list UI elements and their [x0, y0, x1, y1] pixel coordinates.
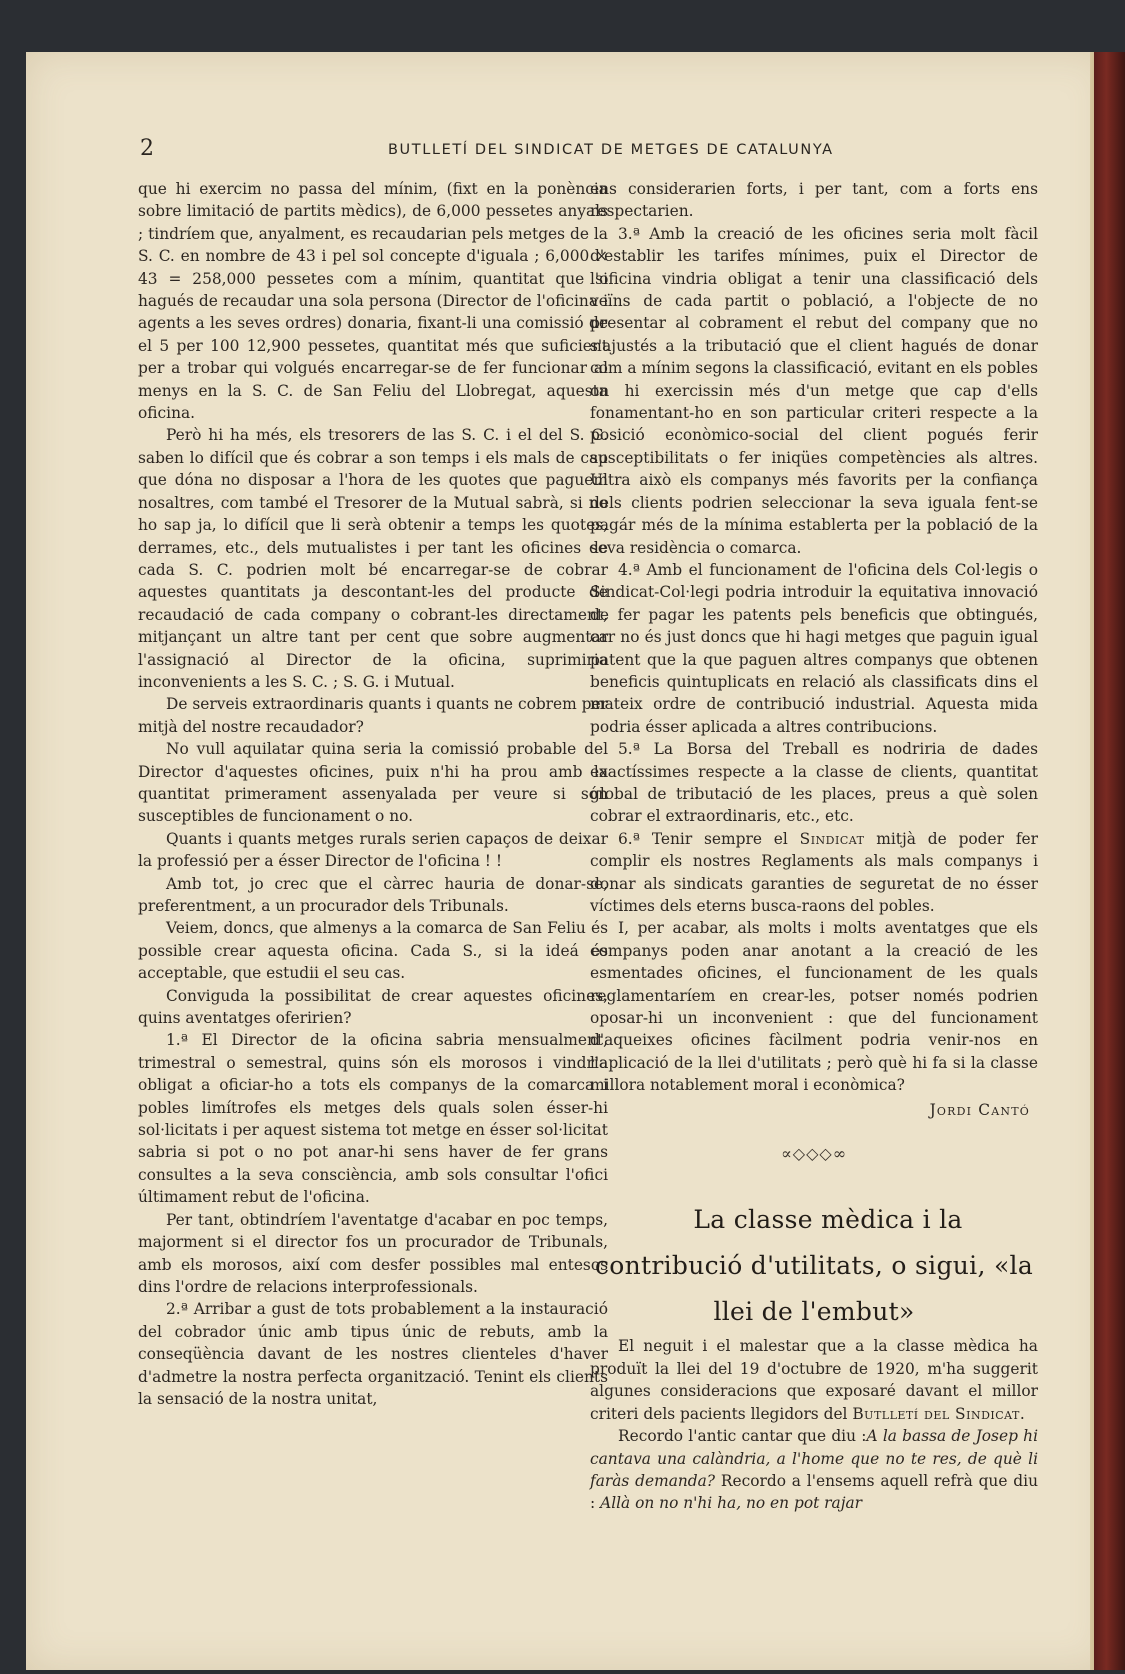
text-run: El neguit i el malestar que a la classe mèdica ha produït la llei del 19 d'octubre de 1920, m'ha suggerit algunes consideracions que exposaré davant el millor criteri dels pacients llegidors del [590, 1337, 1038, 1423]
ornament-divider: ∝◇◇◇∞ [780, 1144, 848, 1164]
journal-page [26, 52, 1108, 1670]
running-head: BUTLLETÍ DEL SINDICAT DE METGES DE CATALUNYA [388, 142, 834, 158]
paragraph: 5.ª La Borsa del Treball es nodriria de dades exactíssimes respecte a la classe de clients, quantitat global de tributació de les places, preus a què solen cobrar el extraordinaris, etc., etc. [590, 740, 1038, 826]
paragraph: 3.ª Amb la creació de les oficines seria molt fàcil d'establir les tarifes mínimes, puix el Director de l'oficina vindria obligat a tenir una classificació dels veïns de cada partit o població, a l'objecte de no presentar al cobrament el rebut del company que no s'ajustés a la tributació que el client hagués de donar com a mínim segons la classificació, evitant en els pobles on hi exercissin més d'un metge que cap d'ells fonamentant-ho en son particular criteri respecte a la posició econòmico-social del client pogués ferir susceptibilitats o fer iniqües competències als altres. Ultra això els companys més favorits per la confiança dels clients podrien seleccionar la seva iguala fent-se pagár més de la mínima establerta per la població de la seva residència o comarca. [590, 224, 1038, 557]
italic-quote: Allà on no n'hi ha, no en pot rajar [600, 1494, 863, 1513]
paragraph: Veiem, doncs, que almenys a la comarca de San Feliu és possible crear aquesta oficina. Cada S., si la ideá és acceptable, que estudii el seu cas. [138, 919, 608, 983]
article-title: La classe mèdica i la contribució d'utilitats, o sigui, «la llei de l'embut» [594, 1205, 1034, 1327]
author-signature: Jordi Cantó [929, 1100, 1030, 1119]
paragraph: Conviguda la possibilitat de crear aquestes oficines, quins aventatges oferirien? [138, 986, 608, 1028]
text-run: 6.ª Tenir sempre el [618, 829, 800, 848]
small-caps-run: Butlletí del Sindicat [852, 1404, 1020, 1423]
paragraph: ens considerarien forts, i per tant, com a forts ens respectarien. [590, 180, 1038, 221]
paragraph: De serveis extraordinaris quants i quants ne cobrem per mitjà del nostre recaudador? [138, 695, 608, 736]
page-header [26, 136, 1108, 170]
text-run: . [1019, 1404, 1025, 1423]
paragraph: Amb tot, jo crec que el càrrec hauria de donar-se, preferentment, a un procurador dels Tribunals. [138, 874, 608, 915]
text-run: mitjà de poder fer complir els nostres Reglaments als mals companys i donar als sindicats garanties de seguretat de no ésser víctimes dels eterns busca-raons del pobles. [590, 829, 1039, 915]
text-run: Recordo l'antic cantar que diu : [618, 1427, 867, 1446]
paragraph: Quants i quants metges rurals serien capaços de deixar la professió per a ésser Director de l'oficina ! ! [138, 829, 608, 871]
paragraph: Però hi ha més, els tresorers de las S. C. i el del S. G. saben lo difícil que és cobrar a son temps i els mals de cap que dóna no disposar a l'hora de les quotes que paguem nosaltres, com també el Tresorer de la Mutual sabrà, si no ho sap ja, lo difícil que li serà obtenir a temps les quotes, derrames, etc., dels mutualistes i per tant les oficines de cada S. C. podrien molt bé encarregar-se de cobrar aquestes quantitats ja descontant-les del producte de recaudació de cada company o cobrant-les directament, mitjançant un altre tant per cent que sobre augmentar l'assignació al Director de la oficina, suprimiria inconvenients a les S. C. ; S. G. i Mutual. [138, 426, 608, 691]
small-caps-run: Sindicat [799, 829, 865, 848]
paragraph [590, 828, 1038, 918]
page-number: 2 [140, 136, 154, 161]
italic-quote: A la bassa de Josep hi cantava una calàndria, a l'home que no te res, de què li faràs demanda? [590, 1427, 1039, 1490]
left-column [138, 178, 608, 1410]
paragraph: que hi exercim no passa del mínim, (fixt en la ponència sobre limitació de partits mèdics), de 6,000 pessetes anyals ; tindríem que, anyalment, es recaudarian pels metges de la S. C. en nombre de 43 i pel sol concepte d'iguala ; 6,000 × 43 = 258,000 pessetes com a mínim, quantitat que si hagués de recaudar una sola persona (Director de l'oficina i agents a les seves ordres) donaria, fixant-li una comissió de el 5 per 100 12,900 pessetes, quantitat més que suficient per a trobar qui volgués encarregar-se de fer funcionar al menys en la S. C. de San Feliu del Llobregat, aquesta oficina. [138, 180, 608, 423]
paragraph: 1.ª El Director de la oficina sabria mensualment, trimestral o semestral, quins són els morosos i vindria obligat a oficiar-ho a tots els companys de la comarca i pobles limítrofes els metges dels quals solen ésser-hi sol·licitats i per aquest sistema tot metge en ésser sol·licitat sabria si pot o no pot anar-hi sens haver de fer grans consultes a la seva consciència, amb sols consultar l'ofici últimament rebut de l'oficina. [138, 1031, 608, 1207]
paragraph: No vull aquilatar quina seria la comissió probable del Director d'aquestes oficines, puix n'hi ha prou amb la quantitat primerament assenyalada per veure si són susceptibles de funcionament o no. [138, 740, 608, 826]
paragraph [590, 1335, 1038, 1425]
book-binding [1094, 52, 1125, 1670]
right-column [590, 178, 1038, 1515]
paragraph: 4.ª Amb el funcionament de l'oficina dels Col·legis o Sindicat-Col·legi podria introduir la equitativa innovació de fer pagar les patents pels beneficis que obtingués, car no és just doncs que hi hagi metges que paguin igual patent que la que paguen altres companys que obtenen beneficis quintuplicats en relació als classificats dins el mateix ordre de contribució industrial. Aquesta mida podria ésser aplicada a altres contribucions. [590, 560, 1038, 736]
text-run: Recordo a l'ensems aquell refrà que diu : [590, 1471, 1038, 1513]
paragraph: Per tant, obtindríem l'aventatge d'acabar en poc temps, majorment si el director fos un procurador de Tribunals, amb els morosos, així com desfer possibles mal entesos dins l'ordre de relacions interprofessionals. [138, 1210, 608, 1296]
paragraph: I, per acabar, als molts i molts aventatges que els companys poden anar anotant a la creació de les esmentades oficines, el funcionament de les quals reglamentaríem en crear-les, potser només podrien oposar-hi un inconvenient : que del funcionament d'aqueixes oficines fàcilment podria venir-nos en l'aplicació de la llei d'utilitats ; però què hi fa si la classe millora notablement moral i econòmica? [590, 919, 1038, 1095]
paragraph: 2.ª Arribar a gust de tots probablement a la instauració del cobrador únic amb tipus únic de rebuts, amb la conseqüència davant de les nostres clienteles d'haver d'admetre la nostra perfecta organització. Tenint els clients la sensació de la nostra unitat, [138, 1300, 608, 1408]
paragraph [590, 1425, 1038, 1515]
